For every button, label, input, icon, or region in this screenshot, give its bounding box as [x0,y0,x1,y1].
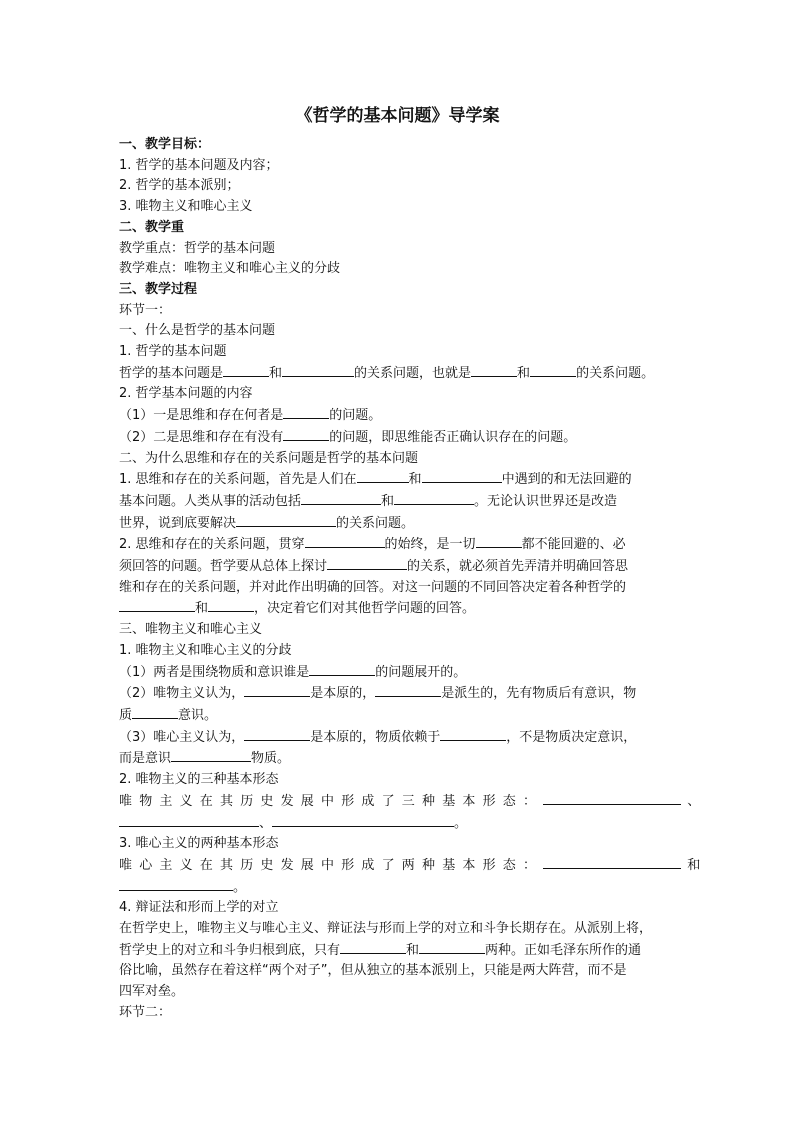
objective-item: 3. 唯物主义和唯心主义 [119,199,253,215]
answer-blank[interactable] [471,363,517,377]
text-segment: 基本问题。人类从事的活动包括 [119,493,302,509]
text-segment: 和 [517,365,531,381]
text-segment: 的关系问题，也就是 [354,365,472,381]
answer-blank[interactable] [419,940,485,954]
answer-blank[interactable] [119,813,259,827]
text-segment: 。无论认识世界还是改造 [474,493,618,509]
text-segment: 中遇到的和无法回避的 [501,472,632,488]
text-segment: 和 [406,942,420,958]
answer-blank[interactable] [244,727,310,741]
text-segment: 的关系问题。 [576,365,655,381]
answer-blank[interactable] [340,940,406,954]
answer-blank[interactable] [327,556,407,570]
text-segment: 、 [259,815,273,831]
text-segment: 和 [408,472,422,488]
idealism-forms-line-1 [119,855,701,877]
idealism-forms-line-2 [119,877,676,899]
section-focus-heading: 二、教学重 [119,219,185,235]
reason-two-line-1 [119,534,676,556]
basic-question-fill-line [119,363,676,385]
subheading-divergence: 1. 唯物主义和唯心主义的分歧 [119,642,292,658]
dialectics-line-4: 四军对垒。 [119,984,185,1000]
stage-two-label: 环节二： [119,1004,172,1020]
text-segment: 而是意识 [119,751,172,767]
answer-blank[interactable] [272,813,454,827]
text-segment: 世界，说到底要解决 [119,515,237,531]
reason-one-line-3 [119,513,676,535]
text-segment: 1. 思维和存在的关系问题，首先是人们在 [119,472,357,488]
reason-two-line-4 [119,598,676,620]
answer-blank[interactable] [244,683,310,697]
text-segment: 唯物主义在其历史发展中形成了三种基本形态： [119,793,544,809]
answer-blank[interactable] [440,727,506,741]
answer-blank[interactable] [283,427,329,441]
teaching-difficulty: 教学难点：唯物主义和唯心主义的分歧 [119,261,341,277]
answer-blank[interactable] [301,491,381,505]
text-segment: 和 [269,365,283,381]
text-segment: 。 [233,879,247,895]
text-segment: 两种。正如毛泽东所作的通 [485,942,642,958]
text-segment: 的问题展开的。 [375,664,467,680]
text-segment: （3）唯心主义认为， [119,729,245,745]
answer-blank[interactable] [375,683,441,697]
answer-blank[interactable] [223,363,269,377]
question-three-heading: 三、唯物主义和唯心主义 [119,622,263,638]
text-segment: 的问题，即思维能否正确认识存在的问题。 [329,429,577,445]
text-segment: 的关系，就必须首先弄清并明确回答思 [407,559,629,575]
reason-one-line-1 [119,469,676,491]
document-title: 《哲学的基本问题》导学案 [295,106,500,126]
text-segment: 的问题。 [329,408,382,424]
answer-blank[interactable] [283,405,329,419]
divergence-item-3-line-2 [119,748,676,770]
subheading-basic-question: 1. 哲学的基本问题 [119,344,227,360]
text-segment: 意识。 [178,707,218,723]
text-segment: 。 [454,815,468,831]
answer-blank[interactable] [119,877,233,891]
content-item-a [119,405,676,427]
divergence-item-2-line-2 [119,705,676,727]
answer-blank[interactable] [357,469,409,483]
dialectics-line-2 [119,940,676,962]
text-segment: 哲学史上的对立和斗争归根到底，只有 [119,942,341,958]
text-segment: （1）一是思维和存在何者是 [119,408,284,424]
text-segment: 是本原的，物质依赖于 [310,729,441,745]
answer-blank[interactable] [530,363,576,377]
teaching-key-point: 教学重点：哲学的基本问题 [119,240,276,256]
text-segment: 都不能回避的、必 [521,537,626,553]
subheading-question-content: 2. 哲学基本问题的内容 [119,386,253,402]
divergence-item-2-line-1 [119,683,676,705]
text-segment: 和 [687,857,701,873]
reason-two-line-3: 维和存在的关系问题，并对此作出明确的回答。对这一问题的不同回答决定着各种哲学的 [119,579,627,595]
materialism-forms-line-1 [119,791,701,813]
text-segment: 唯心主义在其历史发展中形成了两种基本形态： [119,857,544,873]
text-segment: 是派生的，先有物质后有意识，物 [441,686,637,702]
text-segment: 是本原的， [310,686,376,702]
answer-blank[interactable] [543,791,681,805]
text-segment: ，不是物质决定意识， [506,729,637,745]
text-segment: 的关系问题。 [336,515,415,531]
question-one-heading: 一、什么是哲学的基本问题 [119,323,276,339]
answer-blank[interactable] [476,534,522,548]
text-segment: 物质。 [251,751,291,767]
subheading-idealism-forms: 3. 唯心主义的两种基本形态 [119,836,279,852]
answer-blank[interactable] [543,855,681,869]
answer-blank[interactable] [422,469,502,483]
section-objectives-heading: 一、教学目标： [119,137,211,152]
answer-blank[interactable] [208,598,254,612]
question-two-heading: 二、为什么思维和存在的关系问题是哲学的基本问题 [119,450,419,466]
answer-blank[interactable] [132,705,178,719]
reason-one-line-2 [119,491,676,513]
text-segment: ，决定着它们对其他哲学问题的回答。 [254,601,476,617]
content-item-b [119,427,676,449]
text-segment: （2）唯物主义认为， [119,686,245,702]
text-segment: 2. 思维和存在的关系问题，贯穿 [119,537,305,553]
text-segment: 哲学的基本问题是 [119,365,224,381]
answer-blank[interactable] [282,363,354,377]
text-segment: 和 [195,601,209,617]
stage-one-label: 环节一： [119,302,172,318]
objective-item: 2. 哲学的基本派别； [119,178,240,194]
subheading-dialectics: 4. 辩证法和形而上学的对立 [119,900,279,916]
section-process-heading: 三、教学过程 [119,281,198,297]
answer-blank[interactable] [394,491,474,505]
divergence-item-3-line-1 [119,727,676,749]
worksheet-content [119,103,701,1024]
reason-two-line-2 [119,556,676,578]
answer-blank[interactable] [171,748,251,762]
objective-item: 1. 哲学的基本问题及内容； [119,157,279,173]
dialectics-line-1: 在哲学史上，唯物主义与唯心主义、辩证法与形而上学的对立和斗争长期存在。从派别上将， [119,921,653,937]
text-segment: 的始终，是一切 [384,537,476,553]
answer-blank[interactable] [119,598,195,612]
answer-blank[interactable] [305,534,385,548]
text-segment: 质 [119,707,133,723]
dialectics-line-3: 俗比喻，虽然存在着这样“两个对子”，但从独立的基本派别上，只能是两大阵营，而不是 [119,963,627,979]
text-segment: 和 [381,493,395,509]
text-segment: 、 [687,793,701,809]
answer-blank[interactable] [236,513,336,527]
text-segment: （1）两者是围绕物质和意识谁是 [119,664,310,680]
answer-blank[interactable] [309,662,375,676]
text-segment: （2）二是思维和存在有没有 [119,429,284,445]
subheading-materialism-forms: 2. 唯物主义的三种基本形态 [119,772,279,788]
divergence-item-1 [119,662,676,684]
materialism-forms-line-2 [119,813,676,835]
text-segment: 须回答的问题。哲学要从总体上探讨 [119,559,328,575]
